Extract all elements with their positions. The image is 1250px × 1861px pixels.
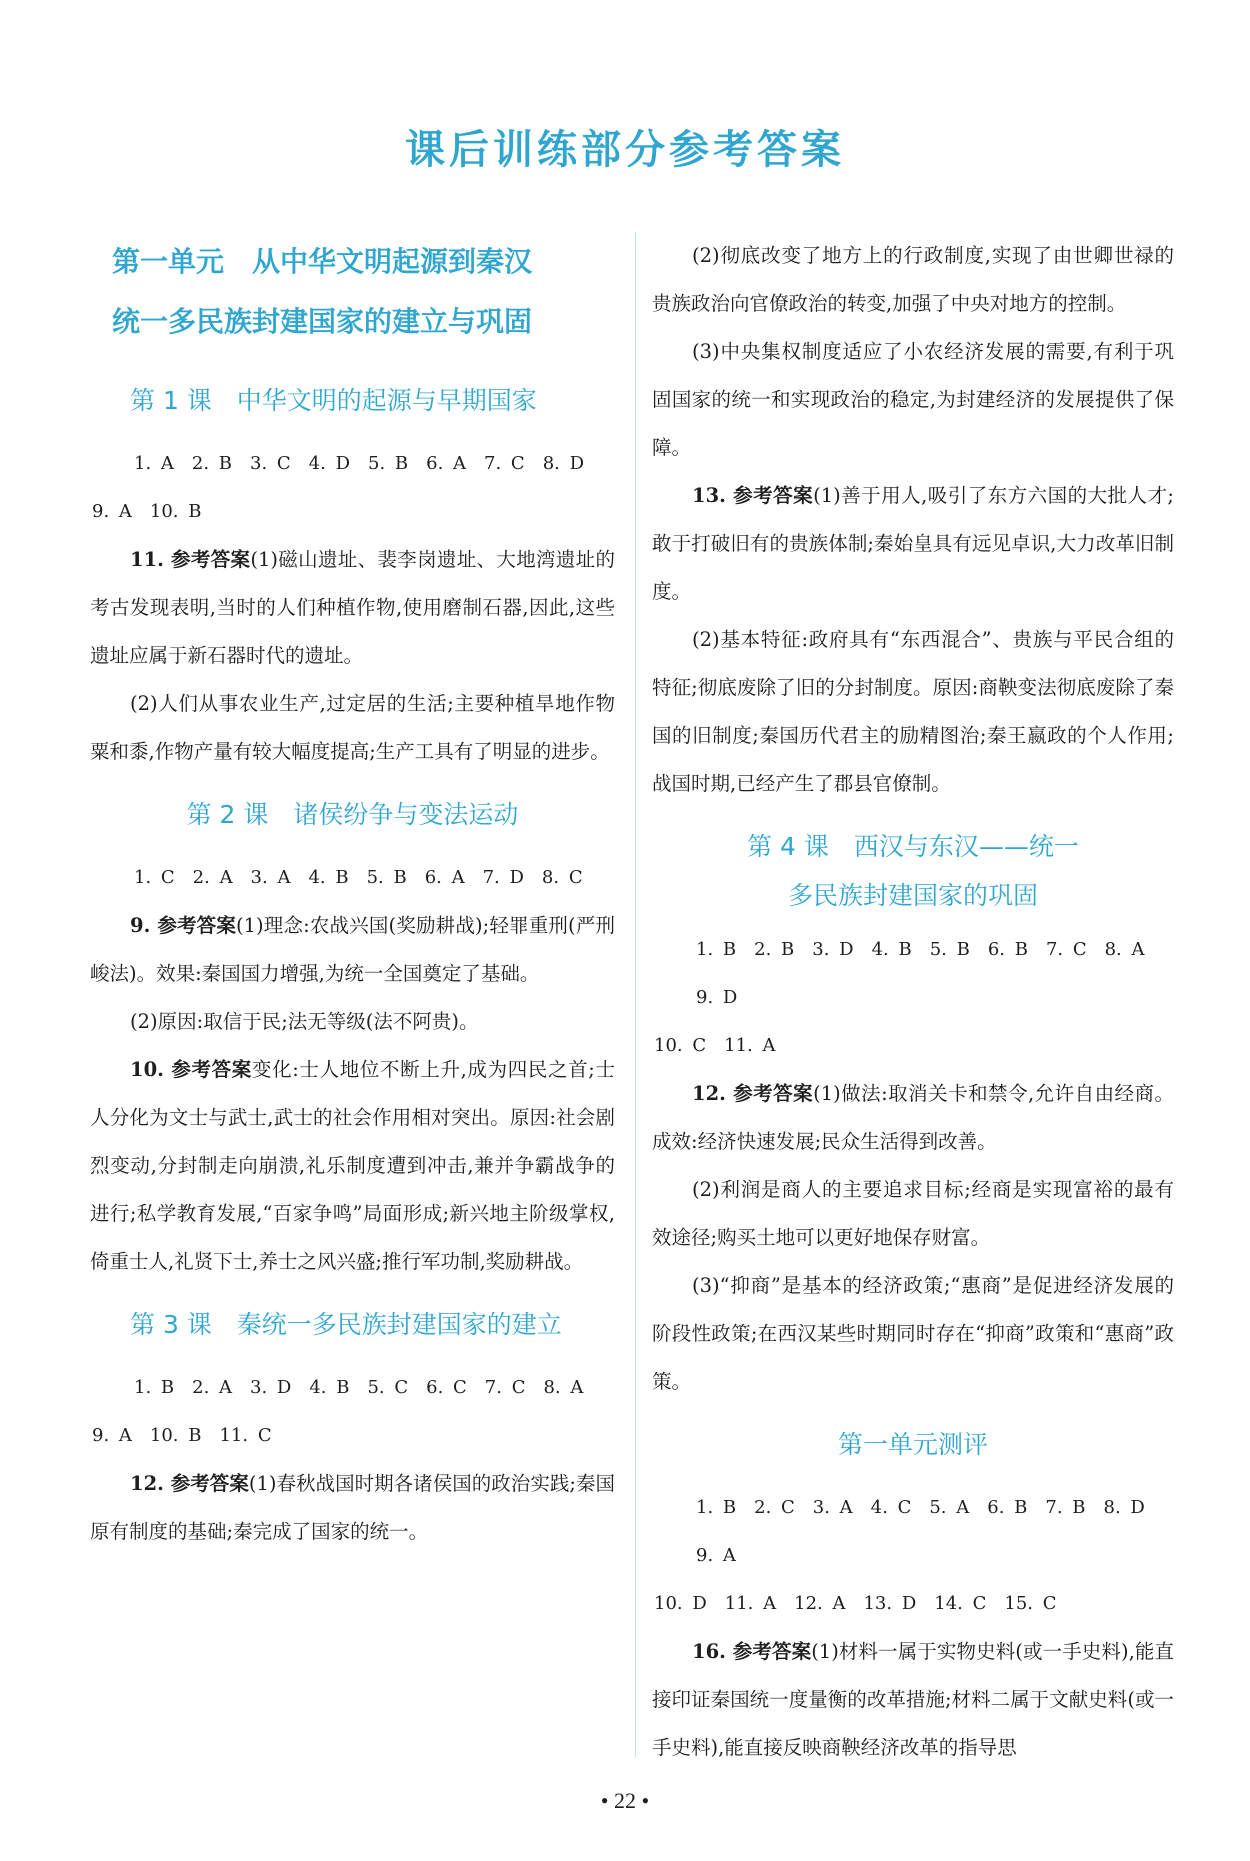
q10-label: 10. 参考答案 <box>130 1058 252 1081</box>
lesson1-q11-p2: (2)人们从事农业生产,过定居的生活;主要种植旱地作物粟和黍,作物产量有较大幅度提高;生产工具有了明显的进步。 <box>90 692 615 763</box>
q11-label: 11. 参考答案 <box>130 548 251 571</box>
lesson2-q9-p2: (2)原因:取信于民;法无等级(法不阿贵)。 <box>130 1010 479 1033</box>
lesson3-answers-line2: 9. A 10. B 11. C <box>92 1425 272 1446</box>
lesson4-answers-line2: 10. C 11. A <box>654 1035 776 1056</box>
q12-label: 12. 参考答案 <box>692 1082 814 1105</box>
unit-test-title: 第一单元测评 <box>837 1430 988 1459</box>
unit-test-q16-p1: 16. 参考答案(1)材料一属于实物史料(或一手史料),能直接印证秦国统一度量衡的改革措施;材料二属于文献史料(或一手史料),能直接反映商鞅经济改革的指导思 <box>652 1640 1174 1759</box>
unit-test-answers-line1: 1. B 2. C 3. A 4. C 5. A 6. B 7. B 8. D 9. A <box>696 1497 1163 1566</box>
lesson4-title-line1: 第 4 课 西汉与东汉——统一 <box>747 832 1079 861</box>
right-column <box>652 232 1174 1772</box>
lesson2-q10-p1: 10. 参考答案变化:士人地位不断上升,成为四民之首;士人分化为文士与武士,武士的社会作用相对突出。原因:社会剧烈变动,分封制走向崩溃,礼乐制度遭到冲击,兼并争霸战争的进行;私学教育发展,“百家争鸣”局面形成;新兴地主阶级掌权,倚重士人,礼贤下士,养士之风兴盛;推行军功制,奖励耕战。 <box>90 1058 615 1273</box>
lesson1-answers-line1: 1. A 2. B 3. C 4. D 5. B 6. A 7. C 8. D <box>134 453 585 474</box>
lesson3-q12-p3: (3)中央集权制度适应了小农经济发展的需要,有利于巩固国家的统一和实现政治的稳定,为封建经济的发展提供了保障。 <box>652 340 1174 459</box>
lesson4-q12-p1: 12. 参考答案(1)做法:取消关卡和禁令,允许自由经商。成效:经济快速发展;民众生活得到改善。 <box>652 1082 1175 1153</box>
lesson3-title: 第 3 课 秦统一多民族封建国家的建立 <box>130 1310 562 1339</box>
lesson3-q13-p2: (2)基本特征:政府具有“东西混合”、贵族与平民合组的特征;彻底废除了旧的分封制度。原因:商鞅变法彻底废除了秦国的旧制度;秦国历代君主的励精图治;秦王嬴政的个人作用;战国时期,已经产生了郡县官僚制。 <box>652 628 1174 795</box>
q16-label: 16. 参考答案 <box>692 1640 812 1663</box>
unit-title-line2: 统一多民族封建国家的建立与巩固 <box>112 305 533 338</box>
lesson2-answers-line1: 1. C 2. A 3. A 4. B 5. B 6. A 7. D 8. C <box>134 867 583 888</box>
lesson3-q12-p2: (2)彻底改变了地方上的行政制度,实现了由世卿世禄的贵族政治向官僚政治的转变,加强了中央对地方的控制。 <box>652 244 1174 315</box>
lesson4-answers-line1: 1. B 2. B 3. D 4. B 5. B 6. B 7. C 8. A 9. D <box>696 939 1163 1008</box>
lesson2-title: 第 2 课 诸侯纷争与变法运动 <box>186 800 519 829</box>
lesson3-q12-p1: 12. 参考答案(1)春秋战国时期各诸侯国的政治实践;秦国原有制度的基础;秦完成了国家的统一。 <box>90 1472 615 1543</box>
page-title: 课后训练部分参考答案 <box>405 127 845 173</box>
lesson3-q13-p1: 13. 参考答案(1)善于用人,吸引了东方六国的大批人才;敢于打破旧有的贵族体制;秦始皇具有远见卓识,大力改革旧制度。 <box>652 484 1175 603</box>
lesson1-answers-line2: 9. A 10. B <box>92 501 202 522</box>
q9-label: 9. 参考答案 <box>130 914 236 937</box>
q12-label: 12. 参考答案 <box>130 1472 249 1495</box>
unit-title-line1: 第一单元 从中华文明起源到秦汉 <box>112 245 533 278</box>
q13-label: 13. 参考答案 <box>692 484 814 507</box>
lesson4-title-line2: 多民族封建国家的巩固 <box>787 881 1038 910</box>
lesson1-q11-p1: 11. 参考答案(1)磁山遗址、裴李岗遗址、大地湾遗址的考古发现表明,当时的人们种植作物,使用磨制石器,因此,这些遗址应属于新石器时代的遗址。 <box>90 548 615 667</box>
page-number: • 22 • <box>600 1788 650 1813</box>
left-column <box>90 232 615 1556</box>
column-divider <box>635 232 636 1757</box>
lesson1-title: 第 1 课 中华文明的起源与早期国家 <box>130 386 537 415</box>
unit-test-answers-line2: 10. D 11. A 12. A 13. D 14. C 15. C <box>654 1593 1057 1614</box>
lesson4-q12-p2: (2)利润是商人的主要追求目标;经商是实现富裕的最有效途径;购买土地可以更好地保存财富。 <box>652 1178 1174 1249</box>
lesson2-q9-p1: 9. 参考答案(1)理念:农战兴国(奖励耕战);轻罪重刑(严刑峻法)。效果:秦国国力增强,为统一全国奠定了基础。 <box>90 914 615 985</box>
lesson3-answers-line1: 1. B 2. A 3. D 4. B 5. C 6. C 7. C 8. A <box>134 1377 584 1398</box>
lesson4-q12-p3: (3)“抑商”是基本的经济政策;“惠商”是促进经济发展的阶段性政策;在西汉某些时期同时存在“抑商”政策和“惠商”政策。 <box>652 1274 1174 1393</box>
